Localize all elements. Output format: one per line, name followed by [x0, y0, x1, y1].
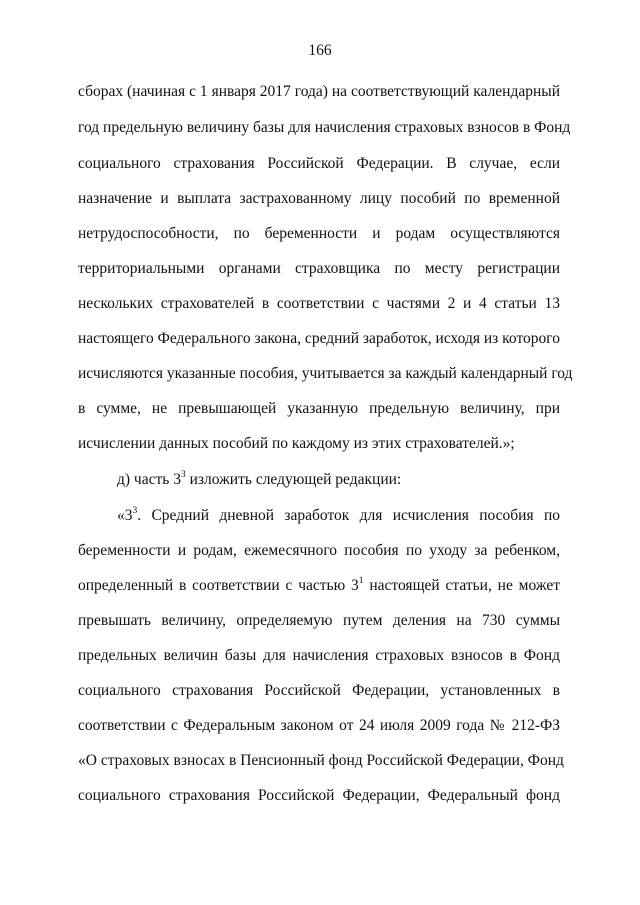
superscript: 1 — [358, 575, 364, 586]
text-line: в сумме, не превышающей указанную предельную величину, при — [78, 400, 560, 417]
text-line: исчислении данных пособий по каждому из этих страхователей.»; — [78, 435, 515, 452]
text-fragment: . Средний дневной заработок для исчисления пособия по — [137, 507, 560, 524]
amendment-item-d — [117, 470, 560, 490]
text-fragment: изложить следующей редакции: — [185, 471, 402, 488]
superscript: 3 — [180, 469, 186, 480]
text-line: настоящего Федерального закона, средний заработок, исходя из которого — [78, 330, 560, 347]
text-fragment: настоящей статьи, не может — [363, 577, 560, 594]
superscript: 3 — [132, 505, 138, 516]
text-line: сборах (начиная с 1 января 2017 года) на соответствующий календарный — [78, 83, 560, 100]
text-line: соответствии с Федеральным законом от 24 июля 2009 года № 212-ФЗ — [78, 717, 560, 734]
text-line: нетрудоспособности, по беременности и родам осуществляются — [78, 225, 560, 242]
text-fragment: определенный в соответствии с частью 3 — [78, 577, 359, 594]
text-line: нескольких страхователей в соответствии с частями 2 и 4 статьи 13 — [78, 295, 560, 312]
text-line: социального страхования Российской Федерации, установленных в — [78, 682, 560, 699]
text-fragment: д) часть 3 — [117, 471, 181, 488]
text-line: предельных величин базы для начисления страховых взносов в Фонд — [78, 647, 560, 664]
page-number: 166 — [308, 42, 332, 59]
text-line: территориальными органами страховщика по месту регистрации — [78, 260, 560, 277]
text-fragment: «3 — [117, 507, 133, 524]
text-line: социального страхования Российской Федерации, Федеральный фонд — [78, 787, 560, 804]
text-line — [78, 576, 560, 596]
text-line: исчисляются указанные пособия, учитывается за каждый календарный год — [78, 365, 573, 382]
text-line: социального страхования Российской Федерации. В случае, если — [78, 155, 560, 172]
text-line: беременности и родам, ежемесячного пособия по уходу за ребенком, — [78, 542, 560, 559]
text-line: превышать величину, определяемую путем деления на 730 суммы — [78, 612, 560, 629]
text-line: «О страховых взносах в Пенсионный фонд Российской Федерации, Фонд — [78, 752, 564, 769]
text-line: год предельную величину базы для начисления страховых взносов в Фонд — [78, 119, 571, 136]
text-line — [117, 506, 560, 526]
text-line: назначение и выплата застрахованному лицу пособий по временной — [78, 190, 560, 207]
